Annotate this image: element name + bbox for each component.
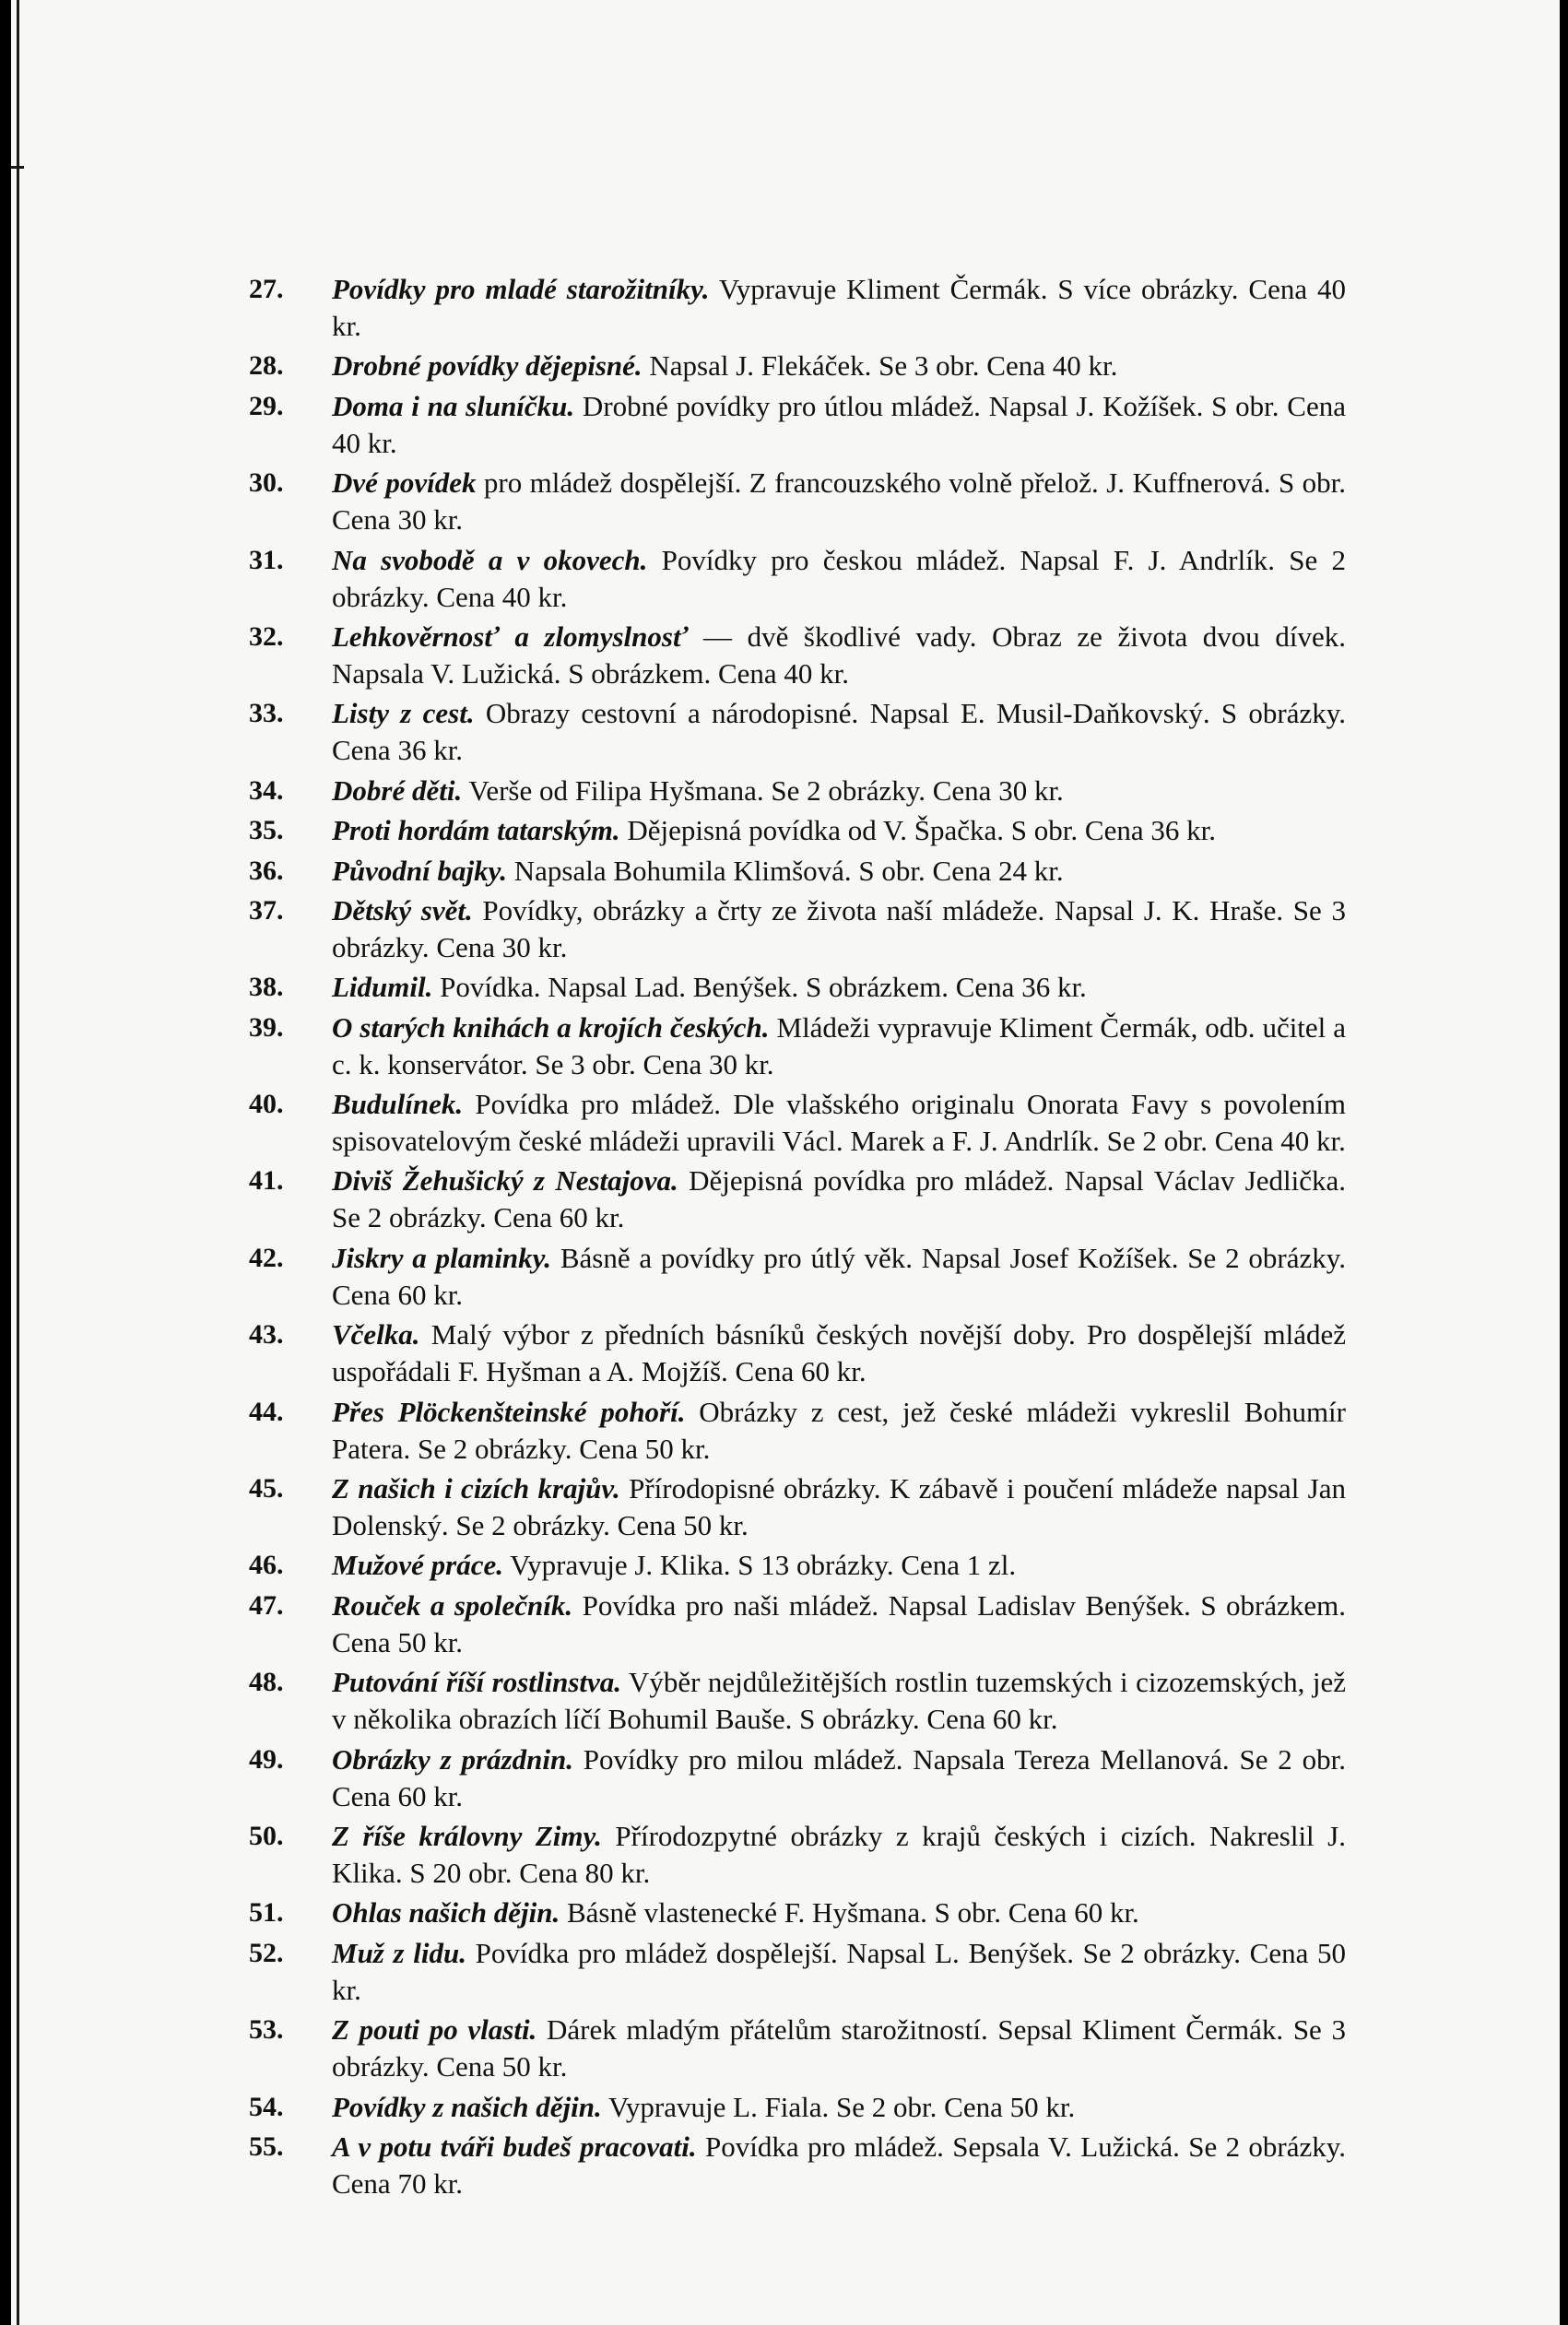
list-item: [249, 1894, 1346, 1931]
entry-title: Budulínek.: [332, 1088, 464, 1121]
entry-description: Dějepisná povídka od V. Špačka. S obr. Cena 36 kr.: [619, 814, 1216, 847]
list-item: [249, 812, 1346, 849]
entry-title: Ohlas našich dějin.: [332, 1896, 560, 1930]
entry-number: 46.: [249, 1550, 284, 1581]
entry-description: Dárek mladým přátelům starožitností. Sepsal Kliment Čermák. Se 3 obrázky. Cena 50 kr.: [332, 2013, 1346, 2083]
entry-number: 51.: [249, 1897, 284, 1929]
entry-title: Původní bajky.: [332, 854, 508, 887]
list-item: [249, 1394, 1346, 1468]
list-item: [249, 773, 1346, 809]
entry-description: Básně a povídky pro útlý věk. Napsal Josef Kožíšek. Se 2 obrázky. Cena 60 kr.: [332, 1241, 1346, 1311]
entry-number: 34.: [249, 774, 284, 806]
entry-description: Povídka pro mládež. Sepsala V. Lužická. Se 2 obrázky. Cena 70 kr.: [332, 2130, 1347, 2200]
entry-title: Jiskry a plaminky.: [332, 1241, 552, 1274]
list-item: [249, 1587, 1346, 1661]
entry-title: Obrázky z prázdnin.: [332, 1742, 573, 1776]
list-item: [249, 542, 1346, 616]
entry-number: 31.: [249, 544, 284, 575]
entry-description: Básně vlastenecké F. Hyšmana. S obr. Cena 60 kr.: [560, 1896, 1139, 1930]
entry-title: O starých knihách a krojích českých.: [332, 1010, 770, 1044]
entry-number: 38.: [249, 972, 284, 1003]
entry-number: 30.: [249, 467, 284, 499]
list-item: [249, 1316, 1346, 1390]
list-item: [249, 388, 1346, 462]
entry-title: Putování říší rostlinstva.: [332, 1666, 622, 1699]
list-item: [249, 1009, 1346, 1083]
entry-title: Povídky pro mladé starožitníky.: [332, 273, 710, 305]
list-item: [249, 892, 1346, 966]
catalog-page: [11, 0, 1560, 2325]
entry-title: Listy z cest.: [332, 697, 475, 730]
entry-number: 32.: [249, 620, 284, 652]
entry-description: Obrazy cestovní a národopisné. Napsal E. Musil-Daňkovský. S obrázky. Cena 36 kr.: [332, 697, 1346, 767]
entry-description: Povídky pro milou mládež. Napsala Tereza Mellanová. Se 2 obr. Cena 60 kr.: [332, 1742, 1346, 1812]
entry-description: pro mládež dospělejší. Z francouzského volně přelož. J. Kuffnerová. S obr. Cena 30 kr.: [332, 466, 1346, 537]
entry-title: Doma i na sluníčku.: [332, 389, 575, 422]
list-item: [249, 271, 1346, 345]
entry-title: Na svobodě a v okovech.: [332, 543, 648, 576]
entry-description: Vypravuje L. Fiala. Se 2 obr. Cena 50 kr.: [601, 2090, 1076, 2123]
entry-description: Dějepisná povídka pro mládež. Napsal Václav Jedlička. Se 2 obrázky. Cena 60 kr.: [332, 1164, 1346, 1234]
list-item: [249, 465, 1346, 538]
entry-description: Přírodozpytné obrázky z krajů českých i cizích. Nakreslil J. Klika. S 20 obr. Cena 80 kr.: [332, 1819, 1346, 1889]
list-item: [249, 2089, 1346, 2126]
entry-description: Vypravuje J. Klika. S 13 obrázky. Cena 1 zl.: [502, 1549, 1017, 1582]
entry-title: Přes Plöckenšteinské pohoří.: [332, 1395, 686, 1428]
entry-title: A v potu tváři budeš pracovati.: [332, 2130, 697, 2163]
entry-description: Verše od Filipa Hyšmana. Se 2 obrázky. Cena 30 kr.: [462, 773, 1064, 807]
entry-number: 28.: [249, 350, 284, 382]
entry-title: Dětský svět.: [332, 893, 473, 926]
entry-title: Proti hordám tatarským.: [332, 814, 620, 847]
list-item: [249, 1470, 1346, 1544]
entry-description: Přírodopisné obrázky. K zábavě i poučení mládeže napsal Jan Dolenský. Se 2 obrázky. Cena 50 kr.: [332, 1472, 1346, 1542]
entry-number: 36.: [249, 855, 284, 886]
entry-number: 39.: [249, 1011, 284, 1043]
entry-number: 33.: [249, 698, 284, 729]
entry-number: 55.: [249, 2130, 284, 2162]
list-item: [249, 695, 1346, 769]
entry-number: 54.: [249, 2091, 284, 2122]
entry-title: Mužové práce.: [332, 1549, 503, 1582]
entry-title: Lidumil.: [332, 971, 433, 1004]
entry-title: Dobré děti.: [332, 773, 463, 807]
entry-title: Dvé povídek: [332, 466, 477, 500]
list-item: [249, 1818, 1346, 1892]
entry-title: Z pouti po vlasti.: [332, 2013, 537, 2047]
entry-number: 43.: [249, 1319, 284, 1351]
entry-title: Včelka.: [332, 1318, 420, 1351]
list-item: [249, 619, 1346, 692]
entry-description: Drobné povídky pro útlou mládež. Napsal J. Kožíšek. S obr. Cena 40 kr.: [332, 389, 1346, 459]
list-item: [249, 1741, 1346, 1815]
entry-number: 49.: [249, 1743, 284, 1775]
entry-description: Napsala Bohumila Klimšová. S obr. Cena 24 kr.: [507, 854, 1064, 887]
list-item: [249, 1935, 1346, 2009]
entry-title: Drobné povídky dějepisné.: [332, 349, 643, 383]
entry-title: Z říše královny Zimy.: [332, 1819, 602, 1852]
binding-edge-line: [17, 0, 19, 2325]
entry-description: Povídka. Napsal Lad. Benýšek. S obrázkem. Cena 36 kr.: [432, 971, 1087, 1004]
entry-description: Napsal J. Flekáček. Se 3 obr. Cena 40 kr.: [642, 349, 1118, 383]
list-item: [249, 2012, 1346, 2085]
entry-description: Obrázky z cest, jež české mládeži vykreslil Bohumír Patera. Se 2 obrázky. Cena 50 kr.: [332, 1395, 1346, 1465]
entry-number: 44.: [249, 1396, 284, 1427]
entry-description: Povídky pro českou mládež. Napsal F. J. Andrlík. Se 2 obrázky. Cena 40 kr.: [332, 543, 1346, 613]
entry-description: Výběr nejdůležitějších rostlin tuzemských i cizozemských, jež v několika obrazích líčí Bohumil Bauše. S obrázky. Cena 60 kr.: [332, 1666, 1346, 1736]
entry-title: Z našich i cizích krajův.: [332, 1472, 620, 1505]
entry-number: 37.: [249, 894, 284, 926]
entry-title: Lehkověrnosť a zlomyslnosť: [332, 620, 689, 653]
entry-description: Povídka pro mládež. Dle vlašského originalu Onorata Favy s povolením spisovatelovým české mládeži upravili Václ. Marek a F. J. Andrlík. Se 2 obr. Cena 40 kr.: [332, 1088, 1346, 1158]
list-item: [249, 348, 1346, 384]
entry-number: 47.: [249, 1589, 284, 1621]
entry-description: Povídka pro mládež dospělejší. Napsal L. Benýšek. Se 2 obrázky. Cena 50 kr.: [332, 1936, 1346, 2006]
entry-number: 41.: [249, 1165, 284, 1197]
list-item: [249, 969, 1346, 1006]
list-item: [249, 1240, 1346, 1314]
entry-description: Vypravuje Kliment Čermák. S více obrázky. Cena 40 kr.: [332, 273, 1346, 342]
book-list: [249, 271, 1346, 2205]
entry-number: 42.: [249, 1242, 284, 1273]
entry-number: 53.: [249, 2014, 284, 2046]
list-item: [249, 1162, 1346, 1236]
entry-description: Mládeži vypravuje Kliment Čermák, odb. učitel a c. k. konservátor. Se 3 obr. Cena 30 kr.: [332, 1010, 1346, 1080]
entry-number: 50.: [249, 1820, 284, 1851]
entry-number: 29.: [249, 390, 284, 421]
list-item: [249, 1664, 1346, 1738]
entry-title: Muž z lidu.: [332, 1936, 466, 1969]
entry-title: Diviš Žehušický z Nestajova.: [332, 1164, 678, 1198]
entry-number: 27.: [249, 274, 284, 304]
list-item: [249, 2129, 1346, 2202]
entry-title: Povídky z našich dějin.: [332, 2090, 602, 2123]
list-item: [249, 1547, 1346, 1584]
entry-description: Povídka pro naši mládež. Napsal Ladislav Benýšek. S obrázkem. Cena 50 kr.: [332, 1588, 1346, 1658]
entry-description: — dvě škodlivé vady. Obraz ze života dvou dívek. Napsala V. Lužická. S obrázkem. Cena 40 kr.: [332, 620, 1346, 690]
entry-number: 45.: [249, 1473, 284, 1505]
binding-edge-tick: [11, 166, 24, 169]
entry-description: Povídky, obrázky a črty ze života naší mládeže. Napsal J. K. Hraše. Se 3 obrázky. Cena 30 kr.: [332, 893, 1346, 963]
list-item: [249, 1086, 1346, 1160]
entry-number: 48.: [249, 1667, 284, 1698]
entry-number: 52.: [249, 1937, 284, 1968]
entry-number: 35.: [249, 815, 284, 846]
entry-title: Rouček a společník.: [332, 1588, 573, 1622]
list-item: [249, 853, 1346, 890]
entry-number: 40.: [249, 1089, 284, 1120]
entry-description: Malý výbor z předních básníků českých novější doby. Pro dospělejší mládež uspořádali F. Hyšman a A. Mojžíš. Cena 60 kr.: [332, 1318, 1346, 1388]
